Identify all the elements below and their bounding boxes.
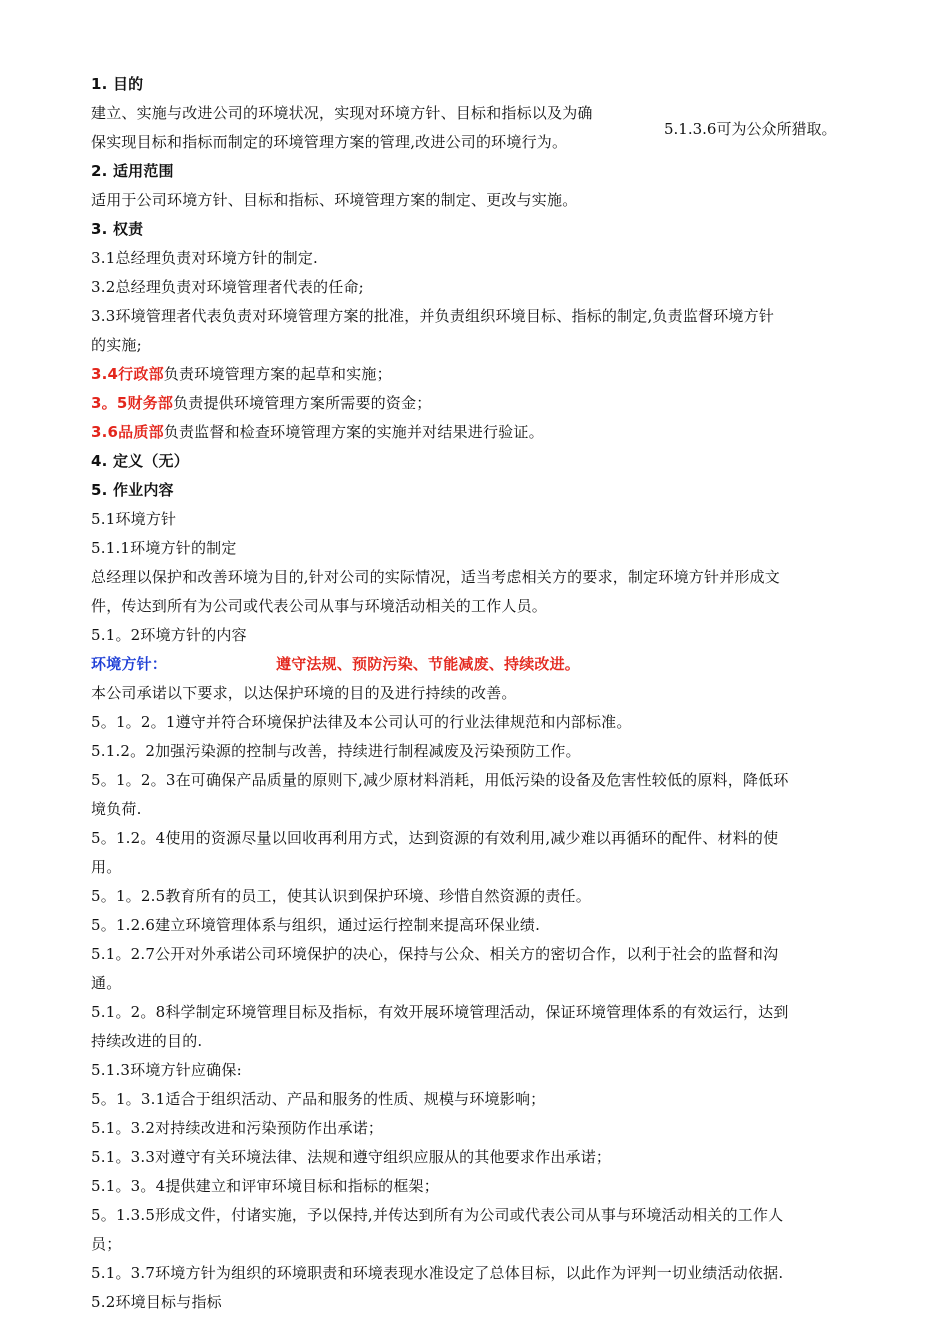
item-5-1-2-1: 5。1。2。1遵守并符合环境保护法律及本公司认可的行业法律规范和内部标准。 <box>91 713 632 731</box>
item-3-5-text: 负责提供环境管理方案所需要的资金； <box>173 394 432 412</box>
item-5-1-2-4-cont: 用。 <box>91 858 122 876</box>
item-5-1-1-text-cont: 件，传达到所有为公司或代表公司从事与环境活动相关的工作人员。 <box>91 597 548 615</box>
item-3-4-text: 负责环境管理方案的起草和实施； <box>163 365 392 383</box>
section-1-text: 建立、实施与改进公司的环境状况，实现对环境方针、目标和指标以及为确 <box>91 104 593 122</box>
section-1-text-cont: 保实现目标和指标而制定的环境管理方案的管理,改进公司的环境行为。 <box>91 133 568 151</box>
item-5-1-2-6: 5。1.2.6建立环境管理体系与组织，通过运行控制来提高环保业绩. <box>91 916 541 934</box>
item-5-1-3-2: 5.1。3.2对持续改进和污染预防作出承诺； <box>91 1119 384 1137</box>
section-5-heading: 5. 作业内容 <box>91 481 174 499</box>
side-note: 5.1.3.6可为公众所猎取。 <box>664 120 837 138</box>
section-3-heading: 3. 权责 <box>91 220 144 238</box>
item-3-6 <box>91 418 861 447</box>
item-5-1-2-3-cont: 境负荷. <box>91 800 142 818</box>
section-2-heading: 2. 适用范围 <box>91 162 174 180</box>
item-5-1-3-3: 5.1。3.3对遵守有关环境法律、法规和遵守组织应服从的其他要求作出承诺； <box>91 1148 612 1166</box>
item-5-1-3-1: 5。1。3.1适合于组织活动、产品和服务的性质、规模与环境影响； <box>91 1090 546 1108</box>
item-5-1-3-4: 5.1。3。4提供建立和评审环境目标和指标的框架； <box>91 1177 439 1195</box>
item-5-1-2: 5.1。2环境方针的内容 <box>91 626 247 644</box>
dept-admin: 3.4行政部 <box>91 365 164 383</box>
item-3-1: 3.1总经理负责对环境方针的制定. <box>91 249 319 267</box>
policy-row <box>91 650 861 679</box>
item-3-3: 3.3环境管理者代表负责对环境管理方案的批准，并负责组织环境目标、指标的制定,负责监督环境方针 <box>91 307 775 325</box>
item-5-1-2-8-cont: 持续改进的目的. <box>91 1032 203 1050</box>
item-5-1-2-4: 5。1.2。4使用的资源尽量以回收再利用方式，达到资源的有效利用,减少难以再循环的配件、材料的使 <box>91 829 779 847</box>
item-5-1-1-text: 总经理以保护和改善环境为目的,针对公司的实际情况，适当考虑相关方的要求，制定环境方针并形成文 <box>91 568 780 586</box>
item-5-1-2-8: 5.1。2。8科学制定环境管理目标及指标，有效开展环境管理活动，保证环境管理体系的有效运行，达到 <box>91 1003 789 1021</box>
dept-quality: 3.6品质部 <box>91 423 164 441</box>
item-5-1-1: 5.1.1环境方针的制定 <box>91 539 237 557</box>
item-3-2: 3.2总经理负责对环境管理者代表的任命; <box>91 278 364 296</box>
section-2-text: 适用于公司环境方针、目标和指标、环境管理方案的制定、更改与实施。 <box>91 191 578 209</box>
item-3-4 <box>91 360 861 389</box>
section-1-heading: 1. 目的 <box>91 75 144 93</box>
item-3-6-text: 负责监督和检查环境管理方案的实施并对结果进行验证。 <box>163 423 544 441</box>
item-5-1-2-7: 5.1。2.7公开对外承诺公司环境保护的决心，保持与公众、相关方的密切合作，以利于社会的监督和沟 <box>91 945 779 963</box>
dept-finance: 3。5财务部 <box>91 394 174 412</box>
item-5-1-3: 5.1.3环境方针应确保: <box>91 1061 242 1079</box>
item-5-1-2-2: 5.1.2。2加强污染源的控制与改善，持续进行制程减废及污染预防工作。 <box>91 742 581 760</box>
item-5-1-3-5-cont: 员； <box>91 1235 122 1253</box>
item-5-1-2-3: 5。1。2。3在可确保产品质量的原则下,减少原材料消耗，用低污染的设备及危害性较低的原料，降低环 <box>91 771 789 789</box>
item-5-1-2-7-cont: 通。 <box>91 974 122 992</box>
item-5-1-3-7: 5.1。3.7环境方针为组织的环境职责和环境表现水准设定了总体目标，以此作为评判一切业绩活动依据. <box>91 1264 784 1282</box>
item-5-1-3-5: 5。1.3.5形成文件，付诸实施，予以保持,并传达到所有为公司或代表公司从事与环境活动相关的工作人 <box>91 1206 784 1224</box>
item-3-5 <box>91 389 861 418</box>
section-4-heading: 4. 定义（无） <box>91 452 189 470</box>
item-5-1: 5.1环境方针 <box>91 510 177 528</box>
policy-label: 环境方针： <box>91 655 168 673</box>
commitment-text: 本公司承诺以下要求，以达保护环境的目的及进行持续的改善。 <box>91 684 517 702</box>
item-5-1-2-5: 5。1。2.5教育所有的员工，使其认识到保护环境、珍惜自然资源的责任。 <box>91 887 591 905</box>
item-5-2: 5.2环境目标与指标 <box>91 1293 222 1311</box>
policy-text: 遵守法规、预防污染、节能减废、持续改进。 <box>276 655 581 673</box>
document-body <box>91 70 861 1317</box>
item-3-3-cont: 的实施; <box>91 336 142 354</box>
